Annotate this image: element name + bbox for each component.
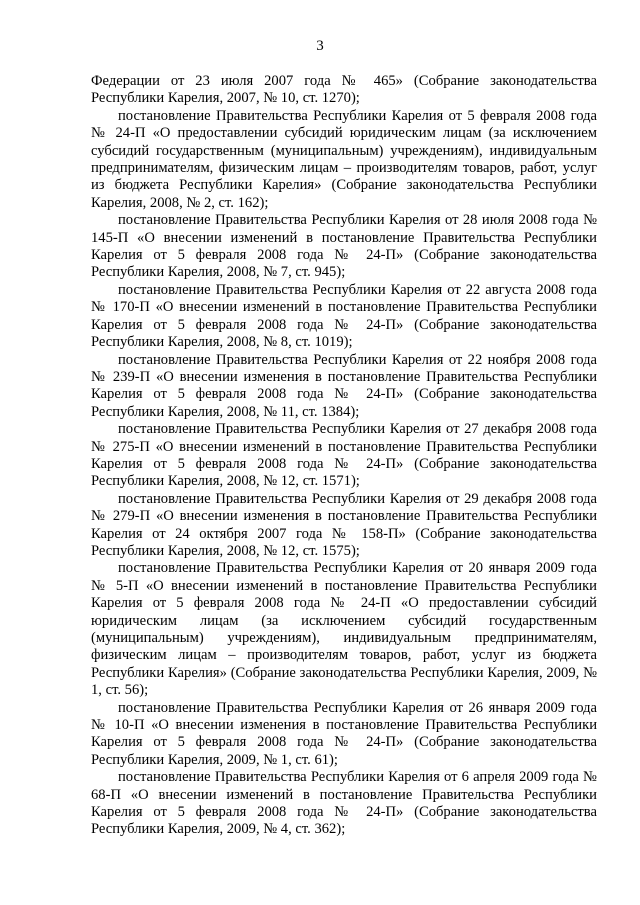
paragraph-resolution-10p: постановление Правительства Республики Карелия от 26 января 2009 года № 10-П «О внесении изменения в постановление Правительства Республики Карелия от 5 февраля 2008 года № 24-П» (Собрание законодательства Республики Карелия, 2009, № 1, ст. 61); [91, 699, 597, 768]
paragraph-resolution-68p: постановление Правительства Республики Карелия от 6 апреля 2009 года № 68-П «О внесении изменений в постановление Правительства Республики Карелия от 5 февраля 2008 года № 24-П» (Собрание законодательства Республики Карелия, 2009, № 4, ст. 362); [91, 769, 597, 838]
paragraph-resolution-279p: постановление Правительства Республики Карелия от 29 декабря 2008 года № 279-П «О внесении изменения в постановление Правительства Республики Карелия от 24 октября 2007 года № 158-П» (Собрание законодательства Республики Карелия, 2008, № 12, ст. 1575); [91, 490, 597, 559]
paragraph-resolution-275p: постановление Правительства Республики Карелия от 27 декабря 2008 года № 275-П «О внесении изменений в постановление Правительства Республики Карелия от 5 февраля 2008 года № 24-П» (Собрание законодательства Республики Карелия, 2008, № 12, ст. 1571); [91, 421, 597, 490]
page-number: 3 [316, 38, 324, 54]
document-body [91, 73, 597, 839]
paragraph-resolution-170p: постановление Правительства Республики Карелия от 22 августа 2008 года № 170-П «О внесении изменений в постановление Правительства Республики Карелия от 5 февраля 2008 года № 24-П» (Собрание законодательства Республики Карелия, 2008, № 8, ст. 1019); [91, 281, 597, 351]
paragraph-resolution-239p: постановление Правительства Республики Карелия от 22 ноября 2008 года № 239-П «О внесении изменения в постановление Правительства Республики Карелия от 5 февраля 2008 года № 24-П» (Собрание законодательства Республики Карелия, 2008, № 11, ст. 1384); [91, 351, 597, 420]
paragraph-resolution-24p: постановление Правительства Республики Карелия от 5 февраля 2008 года № 24-П «О предоставлении субсидий юридическим лицам (за исключением субсидий государственным (муниципальным) учреждениям), индивидуальным предпринимателям, физическим лицам – производителям товаров, работ, услуг из бюджета Республики Карелия» (Собрание законодательства Республики Карелия, 2008, № 2, ст. 162); [91, 107, 597, 211]
paragraph-resolution-145p: постановление Правительства Республики Карелия от 28 июля 2008 года № 145-П «О внесении изменений в постановление Правительства Республики Карелия от 5 февраля 2008 года № 24-П» (Собрание законодательства Республики Карелия, 2008, № 7, ст. 945); [91, 212, 597, 281]
paragraph-continuation: Федерации от 23 июля 2007 года № 465» (Собрание законодательства Республики Карелия, 2007, № 10, ст. 1270); [91, 73, 597, 107]
paragraph-resolution-5p: постановление Правительства Республики Карелия от 20 января 2009 года № 5-П «О внесении изменений в постановление Правительства Республики Карелия от 5 февраля 2008 года № 24-П «О предоставлении субсидий юридическим лицам (за исключением субсидий государственным (муниципальным) учреждениям), индивидуальным предпринимателям, физическим лицам – производителям товаров, работ, услуг из бюджета Республики Карелия» (Собрание законодательства Республики Карелия, 2009, № 1, ст. 56); [91, 560, 597, 699]
